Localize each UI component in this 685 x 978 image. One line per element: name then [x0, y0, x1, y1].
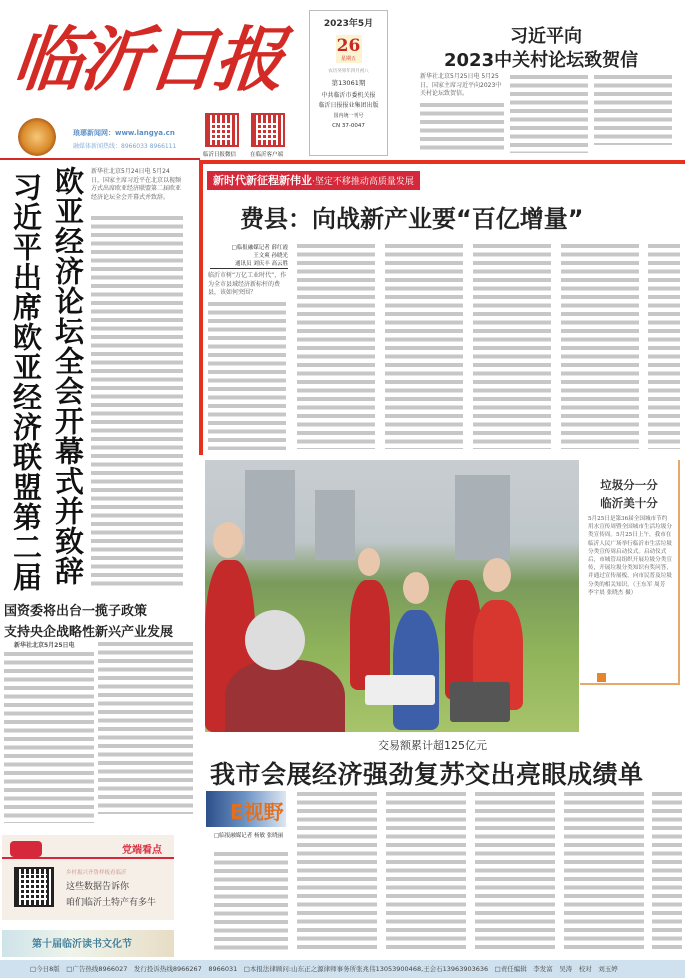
website-link[interactable]: 琅琊新闻网：www.langya.cn: [73, 129, 175, 137]
date-box: [309, 10, 388, 156]
qr-caption-app: 在临沂客户端: [250, 152, 284, 158]
party-app-tag: 乡村振兴齐鲁样板看临沂: [66, 870, 127, 876]
feature-byline: [210, 244, 288, 269]
top-right-body: [594, 75, 672, 145]
party-app-promo[interactable]: [2, 835, 174, 920]
publisher-line-1: 中共临沂市委机关报: [321, 92, 376, 99]
byline-line: 王文爽 孙晓光: [253, 253, 288, 259]
left-top-headline-sub[interactable]: 欧亚经济论坛全会开幕式并致辞: [51, 166, 85, 586]
date-day: 26: [336, 36, 361, 56]
feature-body: [385, 244, 463, 449]
feature-kicker: [207, 171, 420, 190]
domestic-serial: 国内统一刊号: [333, 113, 364, 119]
expo-body: [652, 792, 682, 950]
column-logo-text: E视野: [230, 800, 284, 824]
party-app-qr-code: [14, 867, 54, 907]
newspaper-logo: 临沂日报: [9, 18, 286, 101]
sidebar-body: 5月25日是第36届全国城市节约用水宣传周暨全国城市生活垃圾分类宣传周。5月25日上午，我市在临沂人民广场举行临沂市生活垃圾分类宣传周启动仪式。启动仪式后，市城管局组织开展垃圾分类宣传，开展垃圾分类知识有奖问答，并通过宣传展板，向市民普及垃圾分类的相关知识。（王东军 周芳 李宇晨 张晓杰 摄）: [588, 516, 672, 596]
expo-headline[interactable]: 我市会展经济强劲复苏交出亮眼成绩单: [210, 760, 644, 789]
footer-bar: □今日8版 □广告热线8966027 发行投诉热线8966267 8966031 □本报法律顾问:山东正之源律师事务所张兆伟13053900468,王会石13963903636 □责任编辑 李发富 吴涛 校对 刘玉婷: [0, 960, 685, 978]
top-right-body: [510, 75, 588, 153]
top-right-lead: 新华社北京5月25日电 5月25日，国家主席习近平向2023中关村论坛致贺信。: [420, 73, 502, 97]
garbage-sorting-photo: [205, 460, 579, 732]
feature-body: [648, 244, 680, 449]
expo-byline: □临报融媒记者 杨敏 张晓丽: [214, 833, 284, 839]
qr-caption-wechat: 临沂日报微信: [203, 152, 237, 158]
date-weekday: 星期五: [340, 56, 356, 62]
byline-line: 通讯员 刘庆丰 高云胜: [235, 261, 288, 267]
top-right-body: [420, 103, 504, 151]
feature-body: [297, 244, 375, 449]
expo-body: [214, 852, 288, 950]
expo-body: [297, 792, 377, 950]
party-app-logo-icon: [10, 841, 42, 857]
feature-body: [561, 244, 639, 449]
left-top-lead: 新华社北京5月24日电 5月24日，国家主席习近平在北京以视频方式出席欧亚经济联盟第二届欧亚经济论坛全会开幕式并致辞。: [91, 168, 182, 201]
news-hotline: 融媒体新闻热线：8966033 8966111: [73, 143, 177, 150]
left-top-body: [91, 216, 183, 590]
issue-number: 第13061期: [331, 79, 366, 87]
feature-body: [473, 244, 551, 449]
byline-line: □临报融媒记者 薛红霞: [231, 245, 288, 251]
expo-body: [386, 792, 466, 950]
party-app-title: 党端看点: [122, 845, 162, 856]
feature-body: [208, 302, 286, 450]
expo-kicker: 交易额累计超125亿元: [378, 739, 487, 752]
cn-number: CN 37-0047: [332, 123, 365, 129]
top-right-headline-2[interactable]: 2023中关村论坛致贺信: [444, 50, 639, 71]
sidebar-story: [580, 460, 680, 685]
left-mid-headline-2[interactable]: 支持央企战略性新兴产业发展: [4, 625, 174, 640]
reading-festival-banner[interactable]: [2, 930, 174, 957]
expo-body: [475, 792, 555, 950]
left-mid-headline-1[interactable]: 国资委将出台一揽子政策: [4, 604, 148, 619]
sidebar-bullet-icon: [597, 673, 606, 682]
party-app-line-2: 咱们临沂土特产有多牛: [66, 898, 157, 908]
divider: [0, 158, 200, 160]
date-year-month: 2023年5月: [323, 19, 374, 29]
feature-lead: 临沂市树“万亿工业时代”，作为全市县域经济新标杆的费县，该如何突围？: [208, 272, 287, 296]
expo-body: [564, 792, 644, 950]
emblem-icon: [18, 118, 56, 156]
app-qr-code: [251, 113, 285, 147]
banner-title: 第十届临沂读书文化节: [32, 939, 132, 950]
left-top-headline-main[interactable]: 习近平出席欧亚经济联盟第二届: [9, 172, 43, 592]
kicker-sub: ·坚定不移推动高质量发展: [312, 177, 414, 187]
wechat-qr-code: [205, 113, 239, 147]
feature-headline[interactable]: 费县：向战新产业要“百亿增量”: [240, 205, 584, 233]
left-mid-body: [4, 652, 94, 823]
lunar-date: 农历癸卯年四月初八: [328, 69, 369, 74]
party-app-line-1: 这些数据告诉你: [66, 882, 130, 892]
evision-column-logo: [206, 791, 286, 827]
top-right-headline-1[interactable]: 习近平向: [510, 26, 582, 47]
left-mid-lead: 新华社北京5月25日电: [14, 642, 75, 649]
kicker-main: 新时代新征程新伟业: [213, 174, 312, 187]
sidebar-title-2[interactable]: 临沂美十分: [600, 496, 658, 510]
publisher-line-2: 临沂日报报业集团出版: [318, 102, 379, 109]
sidebar-title-1[interactable]: 垃圾分一分: [600, 478, 658, 492]
left-mid-body: [98, 642, 193, 814]
